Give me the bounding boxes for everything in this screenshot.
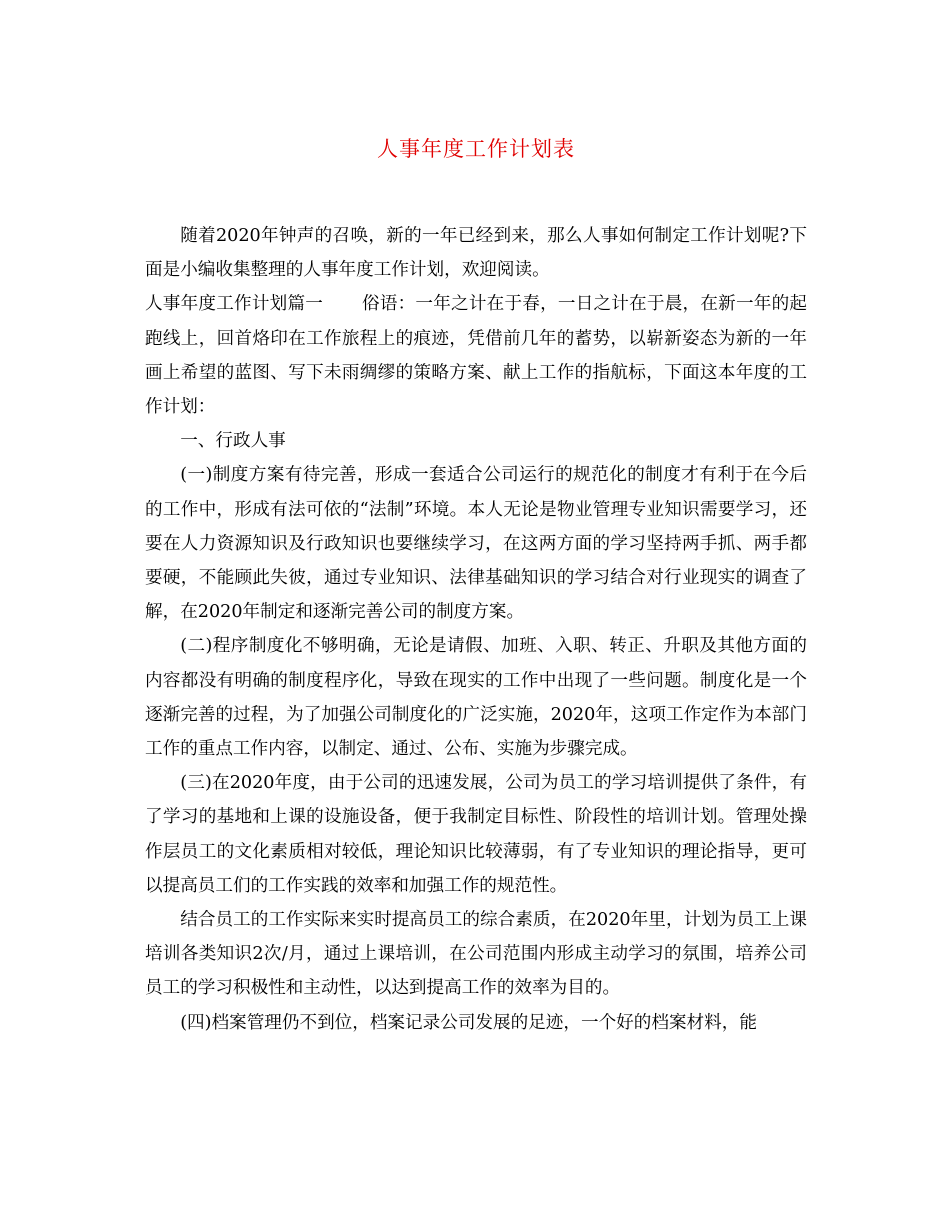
section-paragraph <box>145 287 807 424</box>
paragraph-5: (四)档案管理仍不到位，档案记录公司发展的足迹，一个好的档案材料，能 <box>180 1012 757 1033</box>
paragraph-4: 结合员工的工作实际来实时提高员工的综合素质，在2020年里，计划为员工上课培训各类知识2次/月，通过上课培训，在公司范围内形成主动学习的氛围，培养公司员工的学习积极性和主动性，以达到提高工作的效率为目的。 <box>145 910 807 999</box>
paragraph-3: (三)在2020年度，由于公司的迅速发展，公司为员工的学习培训提供了条件，有了学习的基地和上课的设施设备，便于我制定目标性、阶段性的培训计划。管理处操作层员工的文化素质相对较低，理论知识比较薄弱，有了专业知识的理论指导，更可以提高员工们的工作实践的效率和加强工作的规范性。 <box>145 773 807 896</box>
section-intro: 俗语：一年之计在于春，一日之计在于晨，在新一年的起跑线上，回首烙印在工作旅程上的痕迹，凭借前几年的蓄势，以崭新姿态为新的一年画上希望的蓝图、写下未雨绸缪的策略方案、献上工作的指航标，下面这本年度的工作计划： <box>145 294 807 418</box>
section-label: 人事年度工作计划篇一 <box>145 294 324 315</box>
intro-paragraph: 随着2020年钟声的召唤，新的一年已经到来，那么人事如何制定工作计划呢?下面是小编收集整理的人事年度工作计划，欢迎阅读。 <box>145 226 807 281</box>
document-title: 人事年度工作计划表 <box>377 137 575 161</box>
paragraph-2: (二)程序制度化不够明确，无论是请假、加班、入职、转正、升职及其他方面的内容都没有明确的制度程序化，导致在现实的工作中出现了一些问题。制度化是一个逐渐完善的过程，为了加强公司制度化的广泛实施，2020年，这项工作定作为本部门工作的重点工作内容，以制定、通过、公布、实施为步骤完成。 <box>145 636 807 760</box>
document-body <box>145 219 807 1040</box>
heading-administration: 一、行政人事 <box>180 431 286 452</box>
paragraph-1: (一)制度方案有待完善，形成一套适合公司运行的规范化的制度才有利于在今后的工作中，形成有法可依的“法制”环境。本人无论是物业管理专业知识需要学习，还要在人力资源知识及行政知识也要继续学习，在这两方面的学习坚持两手抓、两手都要硬，不能顾此失彼，通过专业知识、法律基础知识的学习结合对行业现实的调查了解，在2020年制定和逐渐完善公司的制度方案。 <box>145 465 807 623</box>
